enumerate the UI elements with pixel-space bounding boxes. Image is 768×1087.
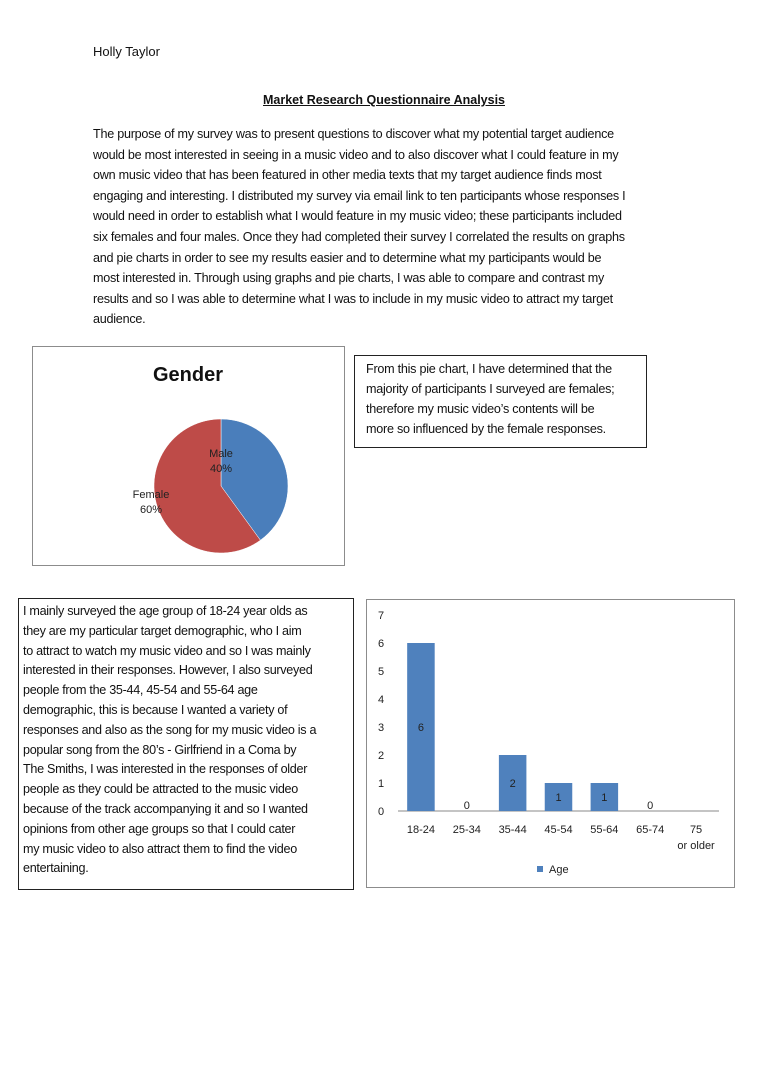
age-note-box	[18, 598, 354, 890]
intro-line: own music video that has been featured in other media texts that my target audience finds most	[93, 168, 602, 183]
gender-note-line: From this pie chart, I have determined that the	[366, 362, 612, 376]
pie-label-male: Male	[209, 448, 233, 460]
legend-label-age: Age	[549, 864, 569, 876]
intro-line: audience.	[93, 312, 146, 327]
pie-label-female: Female	[132, 489, 170, 501]
age-bar-chart	[367, 600, 734, 887]
intro-line: would be most interested in seeing in a music video and to also discover what I could feature in my	[93, 147, 619, 162]
data-label: 0	[647, 800, 654, 812]
intro-line: would need in order to establish what I would feature in my music video; these participants included	[93, 209, 622, 224]
gender-note-line: majority of participants I surveyed are females;	[366, 382, 615, 396]
intro-paragraph	[93, 124, 681, 330]
pie-pct-female: 60%	[139, 504, 163, 516]
data-label: 1	[601, 792, 608, 804]
age-note-line: entertaining.	[23, 861, 89, 876]
age-note-line: people from the 35-44, 45-54 and 55-64 age	[23, 683, 258, 698]
age-note-line: opinions from other age groups so that I could cater	[23, 821, 296, 836]
legend-swatch-age	[537, 866, 543, 872]
intro-line: engaging and interesting. I distributed my survey via email link to ten participants whose responses I	[93, 188, 626, 203]
intro-line: most interested in. Through using graphs and pie charts, I was able to compare and contrast my	[93, 271, 605, 286]
y-tick-label: 4	[378, 694, 385, 706]
x-tick-label: or older	[677, 840, 715, 852]
age-note-line: my music video to also attract them to find the video	[23, 841, 297, 856]
gender-chart-title: Gender	[152, 364, 224, 386]
x-tick-label: 65-74	[636, 824, 665, 836]
pie-pct-male: 40%	[209, 463, 233, 475]
data-label: 6	[417, 722, 424, 734]
y-tick-label: 3	[378, 722, 385, 734]
x-tick-label: 35-44	[498, 824, 527, 836]
data-label: 0	[463, 800, 470, 812]
intro-line: The purpose of my survey was to present questions to discover what my potential target audience	[93, 127, 614, 141]
gender-note-line: therefore my music video’s contents will be	[366, 402, 595, 416]
age-note-line: because of the track accompanying it and so I wanted	[23, 801, 308, 816]
age-note-line: people as they could be attracted to the music video	[23, 782, 298, 797]
age-note-line: I mainly surveyed the age group of 18-24 year olds as	[23, 604, 308, 618]
data-label: 1	[555, 792, 562, 804]
y-tick-label: 0	[378, 806, 385, 818]
age-chart-frame	[366, 599, 735, 888]
y-tick-label: 7	[378, 610, 385, 622]
age-note-line: to attract to watch my music video and so I was mainly	[23, 643, 311, 658]
y-tick-label: 6	[378, 638, 385, 650]
document-title: Market Research Questionnaire Analysis	[263, 93, 505, 107]
x-tick-label: 25-34	[452, 824, 481, 836]
x-tick-label: 55-64	[590, 824, 619, 836]
gender-chart-frame	[32, 346, 345, 566]
data-label: 2	[509, 778, 516, 790]
y-tick-label: 2	[378, 750, 385, 762]
age-note-line: they are my particular target demographic, who I aim	[23, 623, 302, 638]
author-name: Holly Taylor	[93, 44, 160, 59]
age-note-line: interested in their responses. However, I also surveyed	[23, 663, 313, 678]
gender-pie-chart	[33, 347, 344, 565]
intro-line: results and so I was able to determine what I was to include in my music video to attract my target	[93, 291, 613, 306]
gender-note-box	[354, 355, 647, 448]
x-tick-label: 75	[689, 824, 703, 836]
intro-line: and pie charts in order to see my results easier and to determine what my participants would be	[93, 250, 602, 265]
intro-line: six females and four males. Once they had completed their survey I correlated the results on graphs	[93, 229, 625, 244]
x-tick-label: 18-24	[406, 824, 435, 836]
age-note-line: The Smiths, I was interested in the responses of older	[23, 762, 308, 777]
y-tick-label: 5	[378, 666, 385, 678]
age-note-line: responses and also as the song for my music video is a	[23, 722, 317, 737]
x-tick-label: 45-54	[544, 824, 573, 836]
age-note-line: popular song from the 80’s - Girlfriend in a Coma by	[23, 742, 297, 757]
age-note-line: demographic, this is because I wanted a variety of	[23, 702, 288, 717]
gender-note-line: more so influenced by the female responses.	[366, 422, 606, 436]
y-tick-label: 1	[378, 778, 385, 790]
